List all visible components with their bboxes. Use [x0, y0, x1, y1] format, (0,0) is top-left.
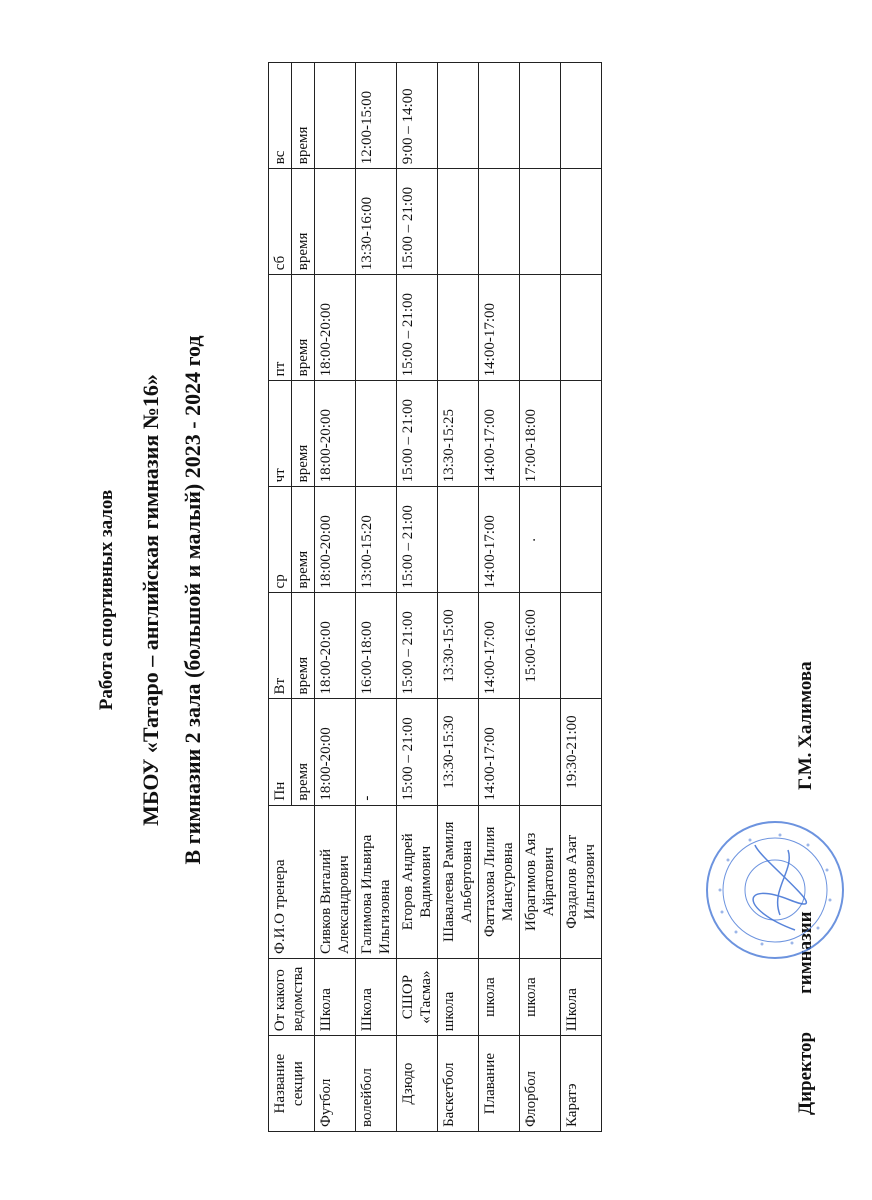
- time-cell: [520, 63, 561, 169]
- table-row: [397, 63, 438, 1132]
- header-day-wed: ср: [269, 487, 292, 593]
- doc-title-line2: МБОУ «Татаро – английская гимназия №16»: [138, 374, 163, 826]
- time-cell: -: [356, 699, 397, 805]
- time-cell: [479, 169, 520, 275]
- coach-name: Фаттахова Лилия Мансуровна: [479, 805, 520, 958]
- time-cell: [561, 63, 602, 169]
- time-cell: 9:00 – 14:00: [397, 63, 438, 169]
- signature-position-word2: гимназии: [795, 911, 816, 994]
- time-cell: 13:30-15:30: [438, 699, 479, 805]
- table-row: [315, 63, 356, 1132]
- signature-name: Г.М. Халимова: [795, 661, 816, 790]
- time-label: время: [292, 169, 315, 275]
- table-row: [561, 63, 602, 1132]
- time-cell: [561, 275, 602, 381]
- section-name: Каратэ: [561, 1036, 602, 1132]
- section-name: Флорбол: [520, 1036, 561, 1132]
- time-cell: [438, 487, 479, 593]
- time-cell: 15:00 – 21:00: [397, 593, 438, 699]
- time-label: время: [292, 275, 315, 381]
- section-name: Дзюдо: [397, 1036, 438, 1132]
- time-cell: [561, 169, 602, 275]
- time-cell: 14:00-17:00: [479, 381, 520, 487]
- time-label: время: [292, 381, 315, 487]
- section-name: волейбол: [356, 1036, 397, 1132]
- coach-name: Сивков Виталий Александрович: [315, 805, 356, 958]
- org-name: СШОР «Тасма»: [397, 959, 438, 1036]
- time-cell: [479, 63, 520, 169]
- org-name: школа: [438, 959, 479, 1036]
- header-day-fri: пт: [269, 275, 292, 381]
- header-section: Название секции: [269, 1036, 315, 1132]
- coach-name: Галимова Ильвира Ильгизовна: [356, 805, 397, 958]
- section-name: Плавание: [479, 1036, 520, 1132]
- time-cell: 13:30-15:00: [438, 593, 479, 699]
- header-day-mon: Пн: [269, 699, 292, 805]
- coach-name: Егоров Андрей Вадимович: [397, 805, 438, 958]
- time-cell: 17:00-18:00: [520, 381, 561, 487]
- time-cell: [520, 169, 561, 275]
- table-row: [356, 63, 397, 1132]
- time-cell: [561, 487, 602, 593]
- time-cell: [438, 63, 479, 169]
- time-label: время: [292, 593, 315, 699]
- time-cell: 15:00 – 21:00: [397, 169, 438, 275]
- time-cell: 13:30-16:00: [356, 169, 397, 275]
- schedule-table: [268, 62, 602, 1132]
- org-name: школа: [479, 959, 520, 1036]
- table-row: [438, 63, 479, 1132]
- time-cell: 16:00-18:00: [356, 593, 397, 699]
- time-label: время: [292, 63, 315, 169]
- section-name: Футбол: [315, 1036, 356, 1132]
- time-cell: 18:00-20:00: [315, 699, 356, 805]
- time-cell: 15:00 – 21:00: [397, 381, 438, 487]
- time-cell: 13:30-15:25: [438, 381, 479, 487]
- time-cell: [520, 699, 561, 805]
- time-cell: 18:00-20:00: [315, 381, 356, 487]
- handwritten-signature-mark: [753, 845, 806, 930]
- header-day-tue: Вт: [269, 593, 292, 699]
- header-org: От какого ведомства: [269, 959, 315, 1036]
- time-cell: 14:00-17:00: [479, 487, 520, 593]
- time-cell: [356, 381, 397, 487]
- time-cell: [520, 275, 561, 381]
- time-cell: 15:00 – 21:00: [397, 699, 438, 805]
- org-name: Школа: [561, 959, 602, 1036]
- time-cell: 18:00-20:00: [315, 593, 356, 699]
- table-row: [520, 63, 561, 1132]
- time-cell: 19:30-21:00: [561, 699, 602, 805]
- time-cell: 18:00-20:00: [315, 487, 356, 593]
- coach-name: Фаздалов Азат Ильгизович: [561, 805, 602, 958]
- doc-title-line3: В гимназии 2 зала (большой и малый) 2023 - 2024 год: [180, 335, 205, 865]
- org-name: школа: [520, 959, 561, 1036]
- org-name: Школа: [356, 959, 397, 1036]
- header-day-thu: чт: [269, 381, 292, 487]
- time-cell: 15:00 – 21:00: [397, 275, 438, 381]
- header-day-sun: вс: [269, 63, 292, 169]
- coach-name: Шавалеева Рамиля Альбертовна: [438, 805, 479, 958]
- time-cell: 14:00-17:00: [479, 699, 520, 805]
- time-cell: 15:00 – 21:00: [397, 487, 438, 593]
- time-cell: [561, 593, 602, 699]
- org-name: Школа: [315, 959, 356, 1036]
- doc-title-line1: Работа спортивных залов: [96, 489, 117, 711]
- table-header-row: [269, 63, 292, 1132]
- section-name: Баскетбол: [438, 1036, 479, 1132]
- time-cell: 14:00-17:00: [479, 275, 520, 381]
- time-label: время: [292, 487, 315, 593]
- time-cell: [561, 381, 602, 487]
- coach-name: Ибрагимов Аяз Айратович: [520, 805, 561, 958]
- time-cell: [315, 63, 356, 169]
- time-cell: 15:00-16:00: [520, 593, 561, 699]
- time-cell: 13:00-15:20: [356, 487, 397, 593]
- time-cell: [438, 169, 479, 275]
- time-cell: [315, 169, 356, 275]
- time-cell: .: [520, 487, 561, 593]
- official-stamp-seal: [700, 810, 850, 970]
- time-cell: 12:00-15:00: [356, 63, 397, 169]
- header-coach: Ф.И.О тренера: [269, 805, 315, 958]
- time-cell: 18:00-20:00: [315, 275, 356, 381]
- header-day-sat: сб: [269, 169, 292, 275]
- time-label: время: [292, 699, 315, 805]
- time-cell: [438, 275, 479, 381]
- time-cell: [356, 275, 397, 381]
- time-cell: 14:00-17:00: [479, 593, 520, 699]
- table-row: [479, 63, 520, 1132]
- signature-position-word1: Директор: [795, 1031, 816, 1115]
